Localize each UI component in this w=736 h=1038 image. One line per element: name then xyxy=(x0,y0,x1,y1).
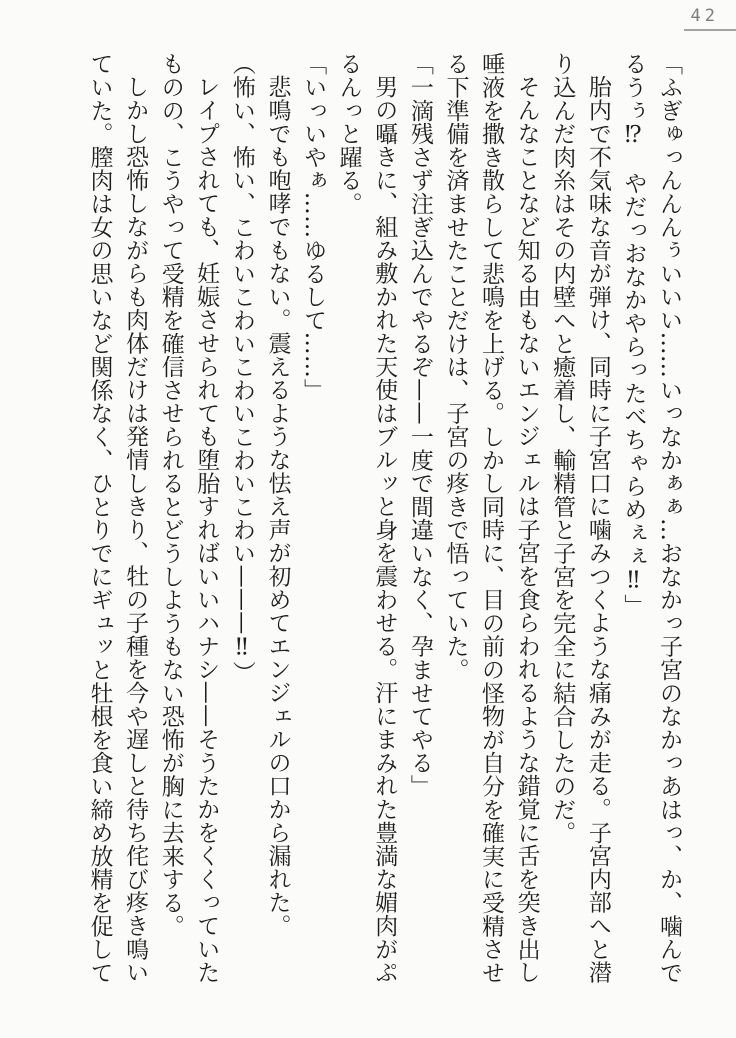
text-paragraph: しかし恐怖しながらも肉体だけは発情しきり、牡の子種を今や遅しと待ち侘び疼き鳴いていた。膣肉は女の思いなど関係なく、ひとりでにギュッと牡根を食い締め放精を促して xyxy=(86,52,149,984)
page-number: 42 xyxy=(690,6,719,26)
text-paragraph: 「ふぎゅっんんんぅいいい……いっなかぁぁ…おなかっ子宮のなかっあはっ、か、噛んでるうぅ⁉ やだっおなかやらったべちゃらめぇぇ‼」 xyxy=(620,52,682,984)
text-paragraph: 男の囁きに、組み敷かれた天使はブルッと身を震わせる。汗にまみれた豊満な媚肉がぷるんっと躍る。 xyxy=(335,52,398,984)
text-paragraph: 「一滴残さず注ぎ込んでやるぞ——一度で間違いなく、孕ませてやる」 xyxy=(406,52,433,798)
text-paragraph: レイプされても、妊娠させられても堕胎すればいいハナシ——そうたかをくくっていたものの、こうやって受精を確信させられるとどうしようもない恐怖が胸に去来する。 xyxy=(157,52,220,984)
text-paragraph: （怖い、怖い、こわいこわいこわいこわいこわい———‼） xyxy=(228,52,255,685)
text-paragraph: 胎内で不気味な音が弾け、同時に子宮口に噛みつくような痛みが走る。子宮内部へと潜り込んだ肉糸はその内壁へと癒着し、輸精管と子宮を完全に結合したのだ。 xyxy=(549,52,611,984)
page-text xyxy=(81,52,686,986)
text-paragraph: 悲鳴でも咆哮でもない。震えるような怯え声が初めてエンジェルの口から漏れた。 xyxy=(264,75,291,938)
text-paragraph: 「いっいやぁ……ゆるして……」 xyxy=(300,52,327,402)
text-paragraph: そんなことなど知る由もないエンジェルは子宮を食らわれるような錯覚に舌を突き出し唾液を撒き散らして悲鳴を上げる。しかし同時に、目の前の怪物が自分を確実に受精させる下準備を済ませたことだけは、子宮の疼きで悟っていた。 xyxy=(442,52,540,984)
page-number-rule xyxy=(684,29,736,31)
